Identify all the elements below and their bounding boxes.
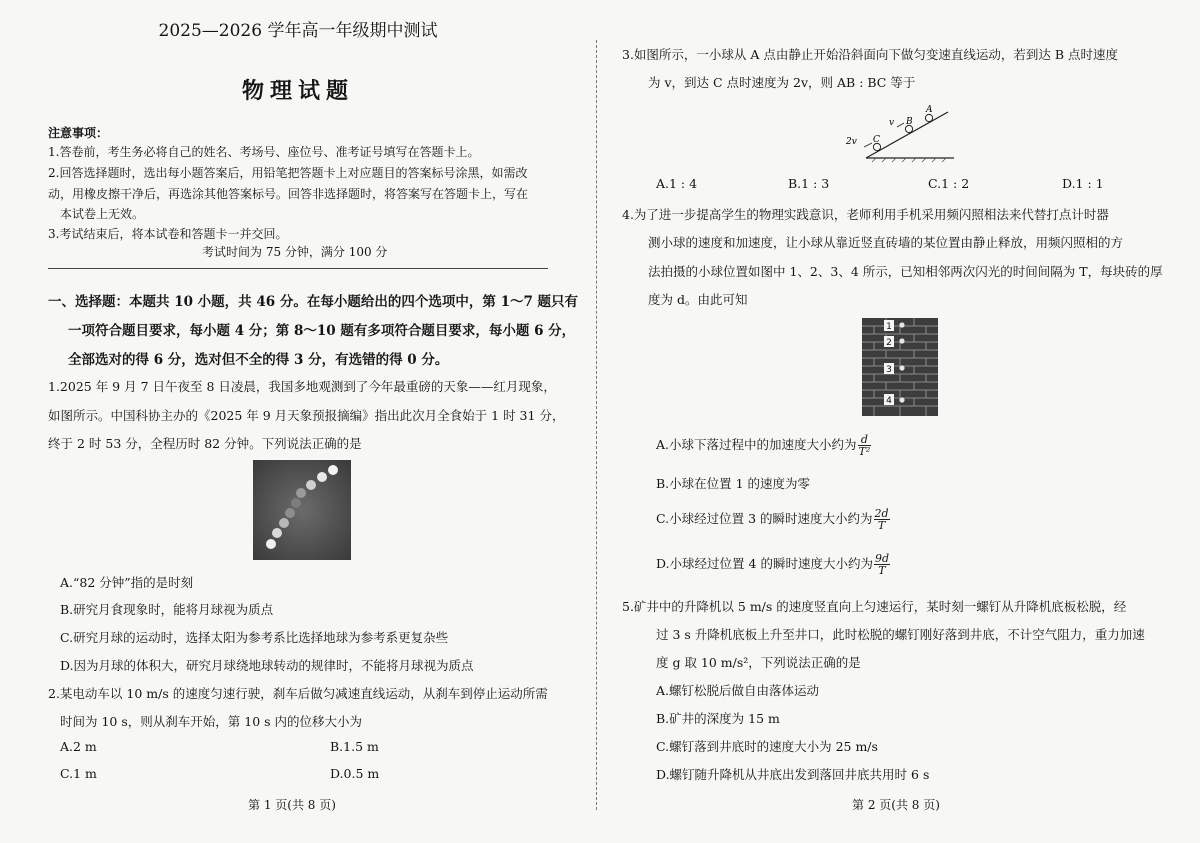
position-label-4: 4 <box>886 396 892 406</box>
q5-stem: 度 g 取 10 m/s²，下列说法正确的是 <box>656 655 861 670</box>
q2-stem: 时间为 10 s，则从刹车开始，第 10 s 内的位移大小为 <box>60 714 363 729</box>
position-label-1: 1 <box>886 322 892 332</box>
right-column <box>622 0 1168 843</box>
q1-option-d: D.因为月球的体积大，研究月球绕地球转动的规律时，不能将月球视为质点 <box>60 658 474 673</box>
q1-stem: 1.2025 年 9 月 7 日午夜至 8 日凌晨，我国多地观测到了今年最重磅的天象——红月现象， <box>48 379 556 394</box>
q5-stem: 过 3 s 升降机底板上升至井口，此时松脱的螺钉刚好落到井底，不计空气阻力，重力加速 <box>656 627 1145 642</box>
fig-label-v: v <box>889 118 895 128</box>
q4-option-b: B.小球在位置 1 的速度为零 <box>656 476 811 491</box>
section-instructions: 全部选对的得 6 分，选对但不全的得 3 分，有选错的得 0 分。 <box>68 352 449 368</box>
subject-title: 物理试题 <box>241 78 354 104</box>
q3-option-b: B.1 : 3 <box>788 176 830 191</box>
lunar-eclipse-image <box>253 460 351 560</box>
q4-stem: 法拍摄的小球位置如图中 1、2、3、4 所示，已知相邻两次闪光的时间间隔为 T，每块砖的厚 <box>648 264 1163 279</box>
q2-stem: 2.某电动车以 10 m/s 的速度匀速行驶，刹车后做匀减速直线运动，从刹车到停止运动所需 <box>48 686 548 701</box>
q5-option-d: D.螺钉随升降机从井底出发到落回井底共用时 6 s <box>656 767 930 782</box>
q3-option-c: C.1 : 2 <box>928 176 970 191</box>
q4-option-c: C.小球经过位置 3 的瞬时速度大小约为 $\frac{2d}{T}$ <box>656 507 889 532</box>
exam-title: 2025—2026 学年高一年级期中测试 <box>158 21 438 41</box>
fraction-2d-over-t: $\frac{2d}{T}$ <box>874 507 889 532</box>
column-divider <box>596 40 597 810</box>
q3-stem: 为 v，到达 C 点时速度为 2v，则 AB : BC 等于 <box>648 75 916 90</box>
q3-option-d: D.1 : 1 <box>1062 176 1104 191</box>
page-number-left: 第 1 页(共 8 页) <box>248 798 336 812</box>
notice-item-2-cont: 动，用橡皮擦干净后，再选涂其他答案标号。回答非选择题时，将答案写在答题卡上，写在 <box>48 187 529 201</box>
q2-option-d: D.0.5 m <box>330 766 380 781</box>
q2-option-b: B.1.5 m <box>330 739 379 754</box>
fig-label-2v: 2v <box>846 137 857 147</box>
brick-wall-image <box>862 318 938 416</box>
fraction-9d-over-t: $\frac{9d}{T}$ <box>874 552 889 577</box>
section-instructions: 一项符合题目要求，每小题 4 分；第 8～10 题有多项符合题目要求，每小题 6 分， <box>68 323 576 339</box>
q1-stem: 如图所示。中国科协主办的《2025 年 9 月天象预报摘编》指出此次月全食始于 1 时 31 分， <box>48 408 565 423</box>
q1-option-c: C.研究月球的运动时，选择太阳为参考系比选择地球为参考系更复杂些 <box>60 630 449 645</box>
notice-item-2-cont: 本试卷上无效。 <box>60 207 145 221</box>
fig-label-c: C <box>873 135 880 145</box>
notice-item-2: 2.回答选择题时，选出每小题答案后，用铅笔把答题卡上对应题目的答案标号涂黑，如需改 <box>48 166 528 180</box>
q1-stem: 终于 2 时 53 分，全程历时 82 分钟。下列说法正确的是 <box>48 436 362 451</box>
notice-heading: 注意事项： <box>48 126 109 140</box>
incline-diagram <box>846 100 976 162</box>
position-label-3: 3 <box>886 365 892 375</box>
q4-option-d: D.小球经过位置 4 的瞬时速度大小约为 $\frac{9d}{T}$ <box>656 552 889 577</box>
q5-stem: 5.矿井中的升降机以 5 m/s 的速度竖直向上匀速运行，某时刻一螺钉从升降机底板松脱，经 <box>622 599 1127 614</box>
fraction-d-over-t2: $\frac{d}{\text{T²}}$ <box>858 433 871 458</box>
q4-stem: 4.为了进一步提高学生的物理实践意识，老师利用手机采用频闪照相法来代替打点计时器 <box>622 207 1109 222</box>
fig-label-a: A <box>926 105 933 115</box>
notice-item-1: 1.答卷前，考生务必将自己的姓名、考场号、座位号、准考证号填写在答题卡上。 <box>48 145 480 159</box>
q3-stem: 3.如图所示，一小球从 A 点由静止开始沿斜面向下做匀变速直线运动，若到达 B 点时速度 <box>622 47 1119 62</box>
left-column <box>48 0 579 843</box>
divider-line <box>48 268 548 269</box>
q4-stem: 测小球的速度和加速度，让小球从靠近竖直砖墙的某位置由静止释放，用频闪照相的方 <box>648 235 1124 250</box>
q2-option-a: A.2 m <box>60 739 97 754</box>
q1-option-b: B.研究月食现象时，能将月球视为质点 <box>60 602 274 617</box>
q4-stem: 度为 d。由此可知 <box>648 292 748 307</box>
fig-label-b: B <box>906 117 913 127</box>
q2-option-c: C.1 m <box>60 766 97 781</box>
notice-item-3: 3.考试结束后，将本试卷和答题卡一并交回。 <box>48 227 288 241</box>
position-label-2: 2 <box>886 338 892 348</box>
q1-option-a: A.“82 分钟”指的是时刻 <box>60 575 194 590</box>
page-number-right: 第 2 页(共 8 页) <box>852 798 940 812</box>
section-instructions: 一、选择题：本题共 10 小题，共 46 分。在每小题给出的四个选项中，第 1～7 题只有 <box>48 294 579 310</box>
q5-option-a: A.螺钉松脱后做自由落体运动 <box>656 683 820 698</box>
q4-option-a: A.小球下落过程中的加速度大小约为 $\frac{d}{\text{T²}}$ <box>656 433 871 458</box>
q5-option-c: C.螺钉落到井底时的速度大小为 25 m/s <box>656 739 878 754</box>
q3-option-a: A.1 : 4 <box>656 176 698 191</box>
q5-option-b: B.矿井的深度为 15 m <box>656 711 780 726</box>
time-note: 考试时间为 75 分钟，满分 100 分 <box>202 245 388 259</box>
